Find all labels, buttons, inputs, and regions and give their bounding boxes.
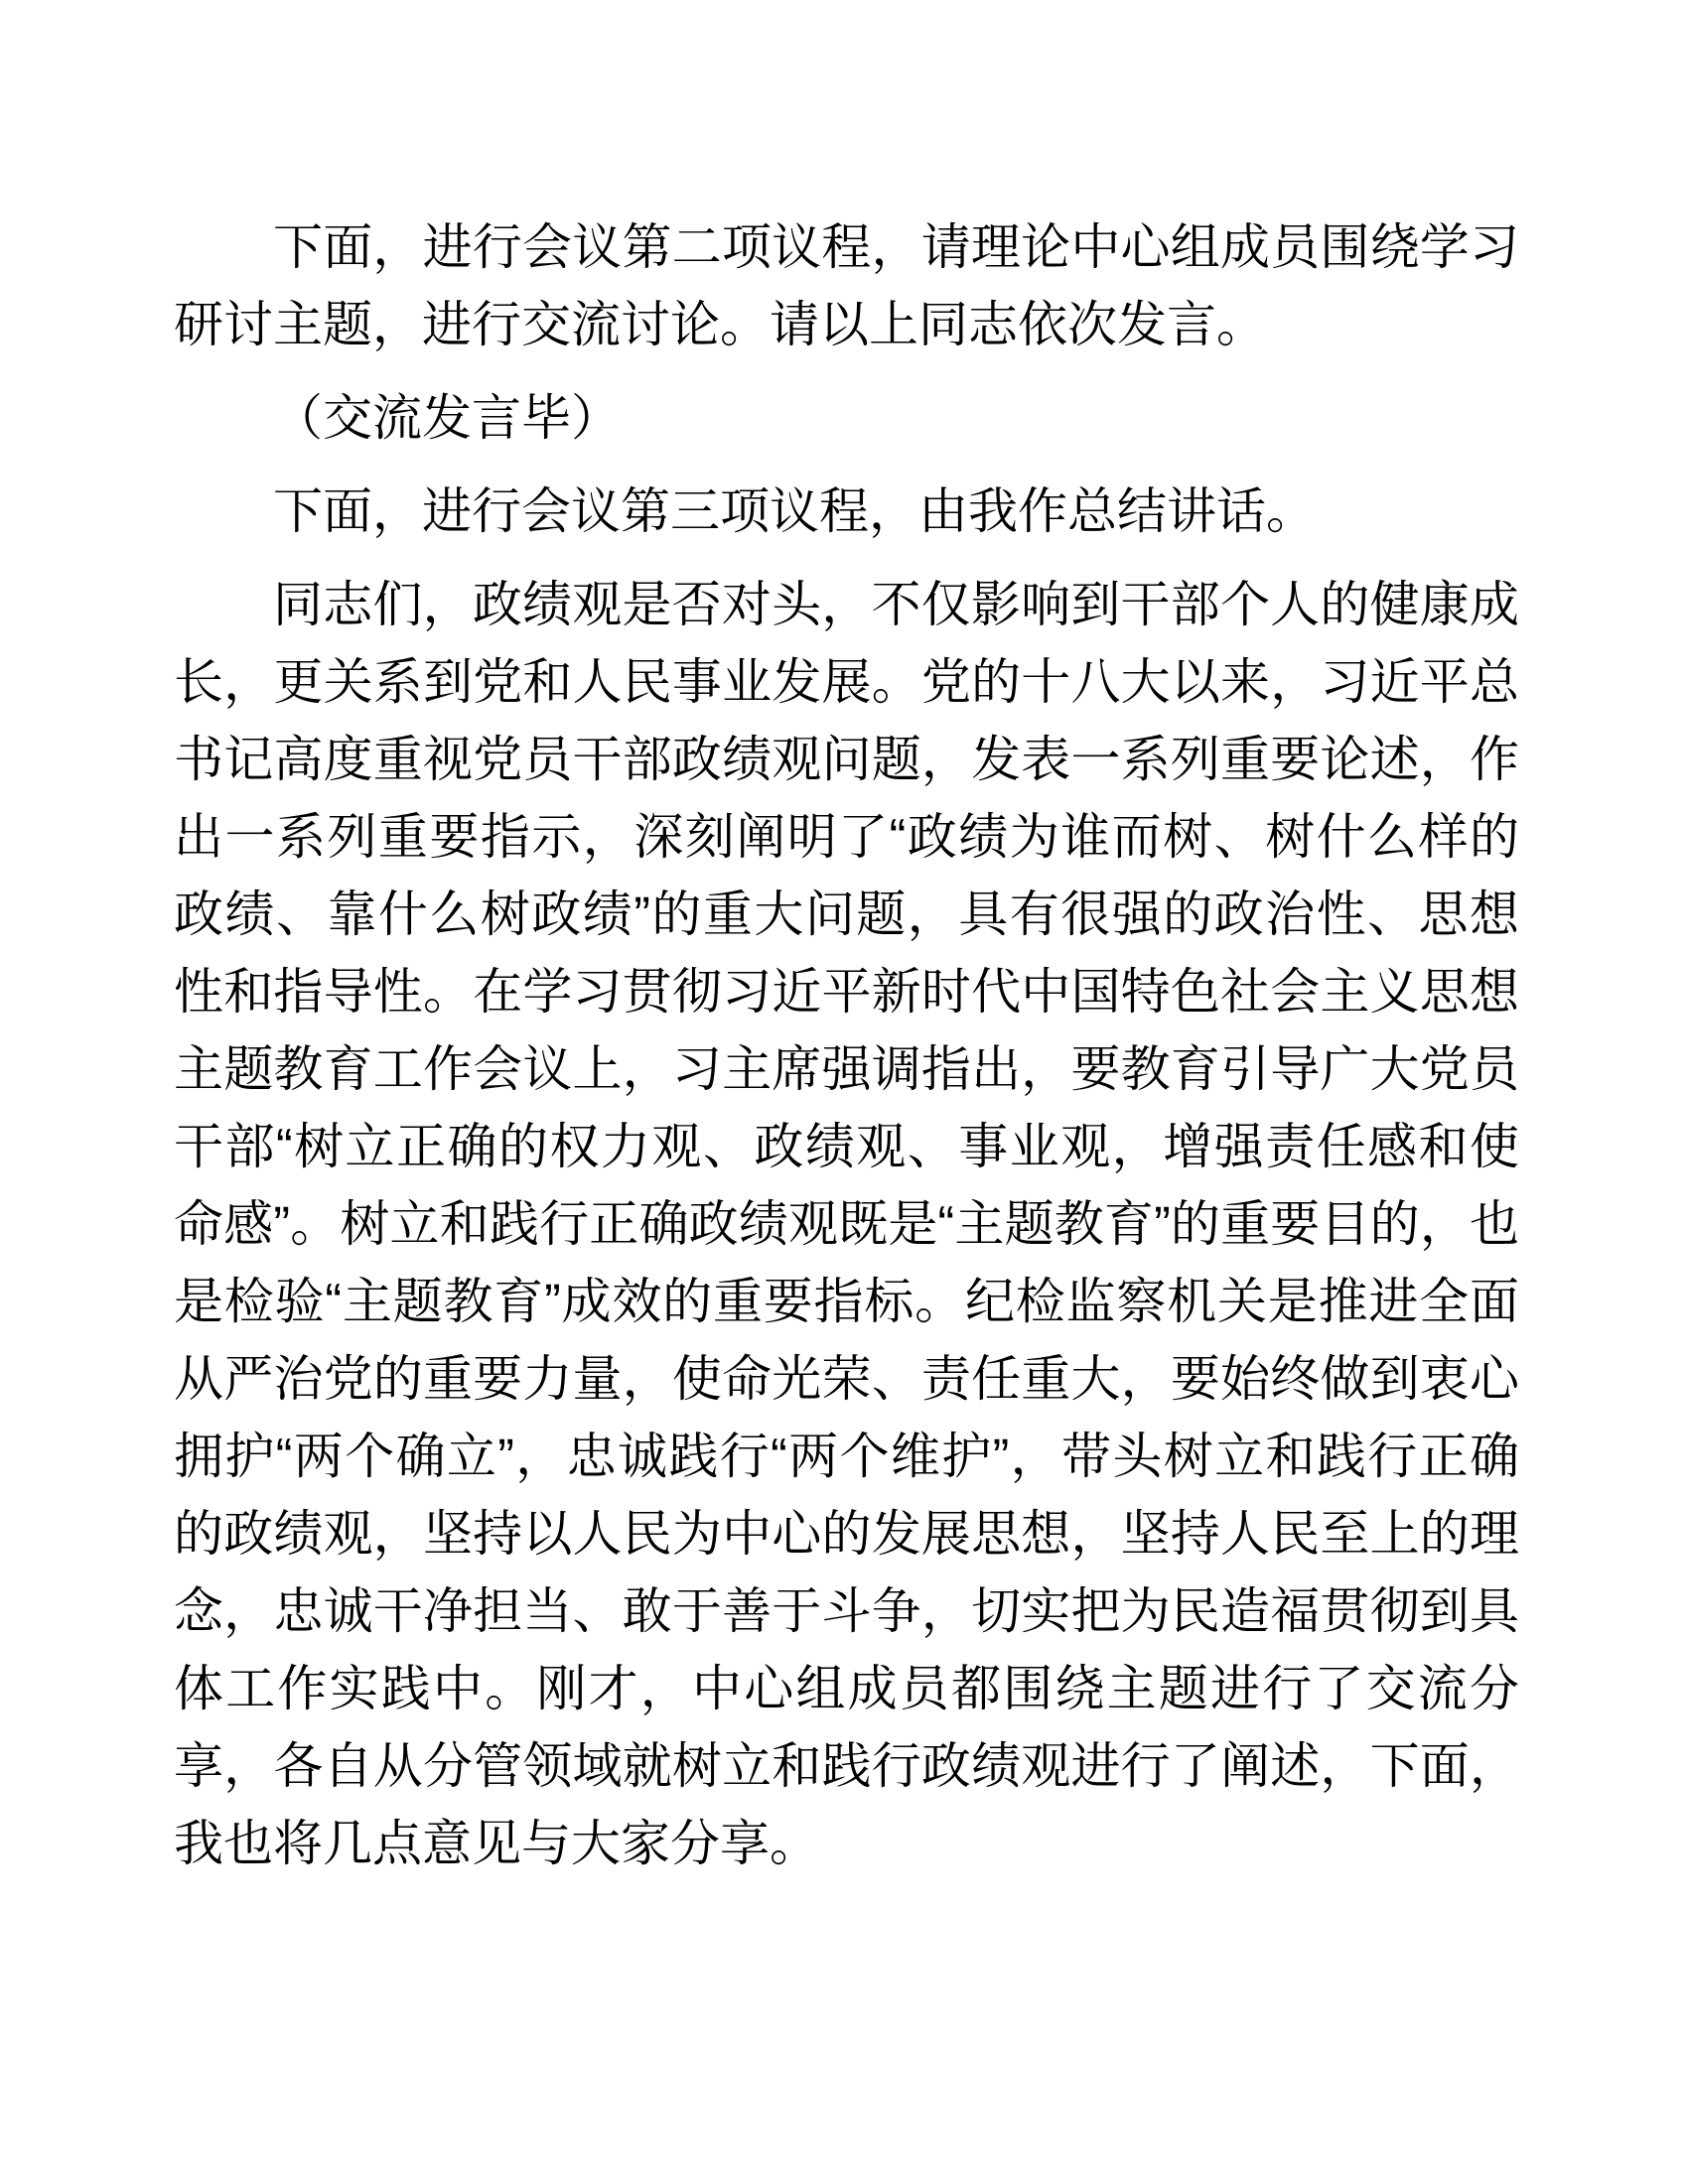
- paragraph-agenda-item-2: 下面，进行会议第二项议程，请理论中心组成员围绕学习研讨主题，进行交流讨论。请以上同志依次发言。: [174, 219, 1519, 352]
- paragraph-summary-speech: 同志们，政绩观是否对头，不仅影响到干部个人的健康成长，更关系到党和人民事业发展。党的十八大以来，习近平总书记高度重视党员干部政绩观问题，发表一系列重要论述，作出一系列重要指示，深刻阐明了“政绩为谁而树、树什么样的政绩、靠什么树政绩”的重大问题，具有很强的政治性、思想性和指导性。在学习贯彻习近平新时代中国特色社会主义思想主题教育工作会议上，习主席强调指出，要教育引导广大党员干部“树立正确的权力观、政绩观、事业观，增强责任感和使命感”。树立和践行正确政绩观既是“主题教育”的重要目的，也是检验“主题教育”成效的重要指标。纪检监察机关是推进全面从严治党的重要力量，使命光荣、责任重大，要始终做到衷心拥护“两个确立”，忠诚践行“两个维护”，带头树立和践行正确的政绩观，坚持以人民为中心的发展思想，坚持人民至上的理念，忠诚干净担当、敢于善于斗争，切实把为民造福贯彻到具体工作实践中。刚才，中心组成员都围绕主题进行了交流分享，各自从分管领域就树立和践行政绩观进行了阐述，下面，我也将几点意见与大家分享。: [174, 577, 1519, 1871]
- paragraph-exchange-remarks-note: （交流发言毕）: [273, 390, 621, 446]
- document-body: [174, 208, 1519, 1882]
- paragraph-agenda-item-3: 下面，进行会议第三项议程，由我作总结讲话。: [273, 483, 1316, 539]
